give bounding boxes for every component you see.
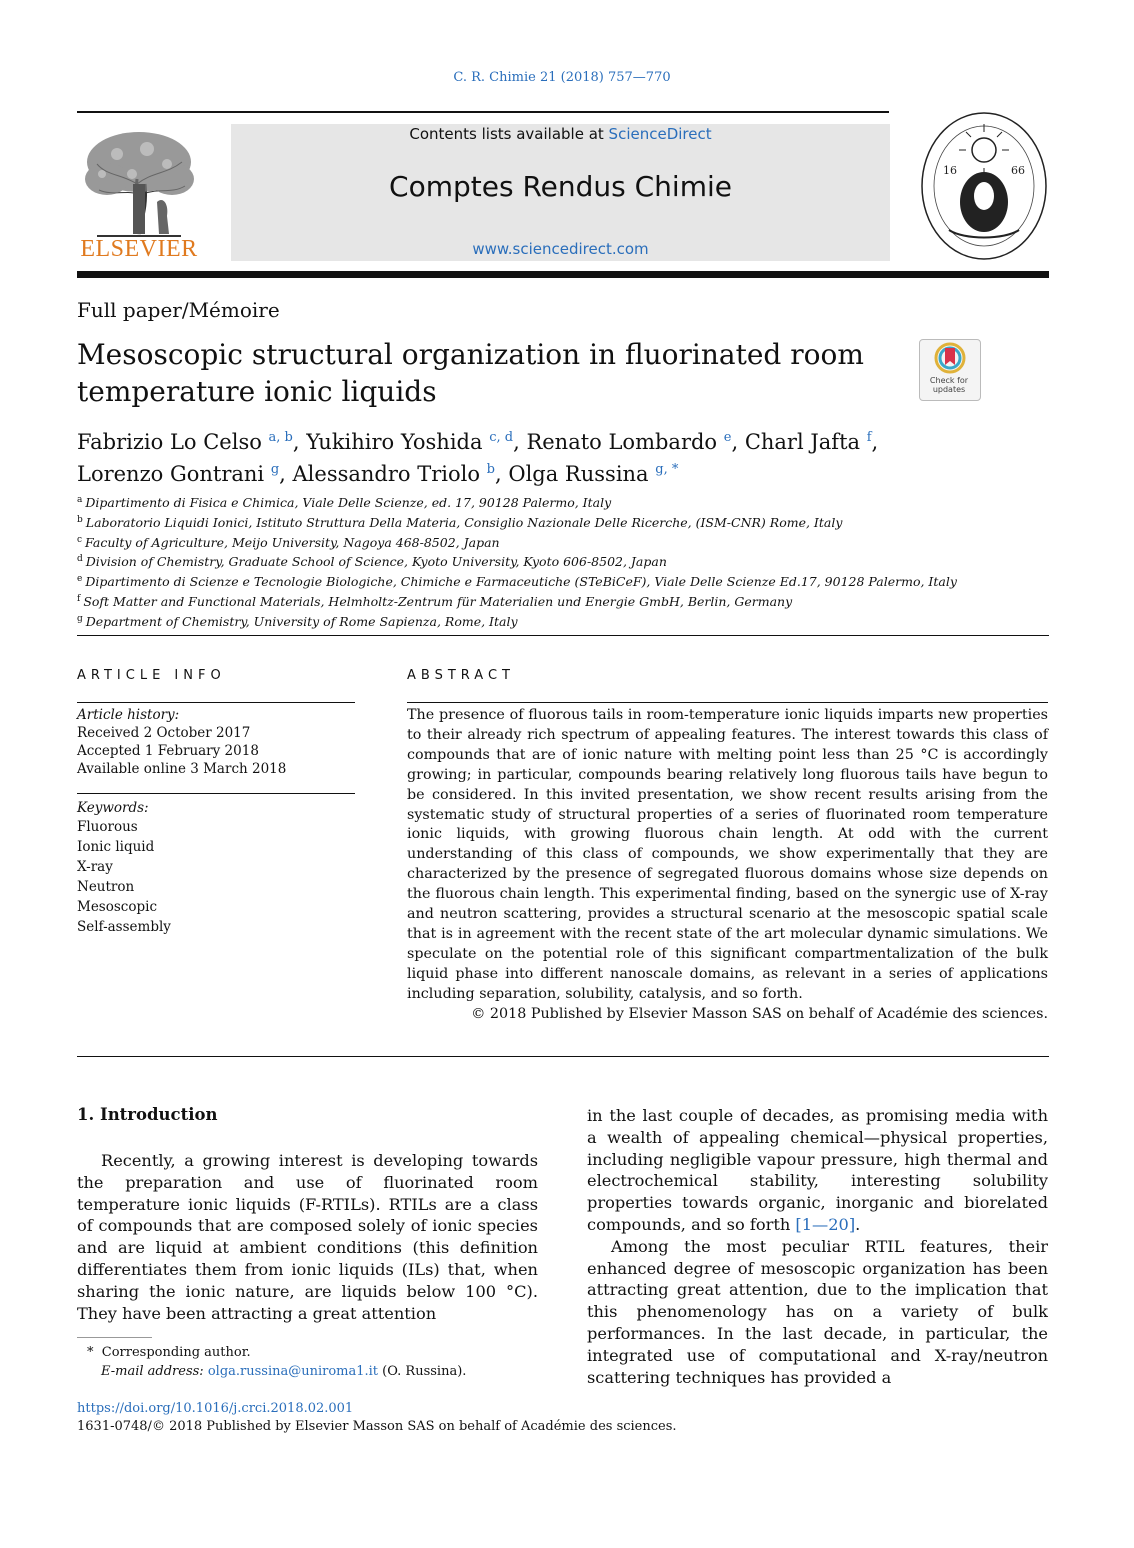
- author-affiliation-link[interactable]: c, d: [489, 430, 514, 445]
- corresponding-footnote: * Corresponding author. E-mail address: olga.russina@uniroma1.it (O. Russina).: [87, 1345, 467, 1379]
- author-affiliation-link[interactable]: f: [866, 430, 872, 445]
- author-separator: ,: [292, 430, 307, 454]
- header-rule: [77, 111, 889, 113]
- intro-paragraph-1-continued: in the last couple of decades, as promising media with a wealth of appealing chemical—physical properties, including negligible vapour pressure, high thermal and electrochemical stability, interesting solubility properties towards organic, inorganic and biorelated compounds, and so forth [1—20].: [587, 1106, 1048, 1234]
- author-affiliation-link[interactable]: e: [723, 430, 732, 445]
- author-separator: ,: [871, 430, 879, 454]
- svg-text:66: 66: [1011, 164, 1025, 177]
- keyword-item: Neutron: [77, 879, 135, 895]
- affiliation-item: $^a$ Dipartimento di Fisica e Chimica, Viale Delle Scienze, ed. 17, 90128 Palermo, Italy: [77, 495, 612, 510]
- article-info-rule: [77, 702, 355, 703]
- keyword-item: Ionic liquid: [77, 839, 155, 855]
- author-name: Lorenzo Gontrani: [77, 462, 271, 486]
- affiliation-item: $^g$ Department of Chemistry, University of Rome Sapienza, Rome, Italy: [77, 613, 518, 629]
- abstract-rule: [407, 702, 1048, 703]
- contents-line: Contents lists available at ScienceDirect: [409, 125, 712, 143]
- svg-text:16: 16: [943, 164, 957, 177]
- email-link[interactable]: olga.russina@uniroma1.it: [207, 1364, 379, 1379]
- sciencedirect-link[interactable]: ScienceDirect: [608, 125, 712, 143]
- author-list: [77, 424, 1057, 488]
- reference-link[interactable]: [1—20]: [795, 1214, 856, 1234]
- journal-url-link[interactable]: www.sciencedirect.com: [472, 240, 649, 258]
- journal-citation[interactable]: C. R. Chimie 21 (2018) 757—770: [453, 70, 671, 85]
- received-date: Received 2 October 2017: [77, 725, 251, 741]
- keyword-list: [77, 817, 355, 937]
- author-name: Charl Jafta: [744, 430, 867, 454]
- article-info-heading: ARTICLE INFO: [77, 668, 226, 683]
- intro-paragraph-2: Among the most peculiar RTIL features, their enhanced degree of mesoscopic organization has been attracting great attention, due to the implication that this phenomenology has on a variety of bulk performances. In the last decade, in particular, the integrated use of computational and X-ray/neutron scattering techniques has provided a: [587, 1236, 1048, 1387]
- header-thick-rule: [77, 271, 1049, 278]
- author-affiliation-link[interactable]: g, *: [655, 462, 679, 477]
- author-affiliation-link[interactable]: b: [486, 462, 495, 477]
- intro-paragraph-1: Recently, a growing interest is developing towards the preparation and use of fluorinated room temperature ionic liquids (F-RTILs). RTILs are a class of compounds that are composed solely of ionic species and are liquid at ambient conditions (this definition differentiates them from ionic liquids (ILs) that, when sharing the ionic nature, are liquids below 100 °C). They have been attracting a great attention: [77, 1151, 538, 1323]
- academie-seal-logo: [919, 110, 1049, 262]
- affiliation-item: $^b$ Laboratorio Liquidi Ionici, Istituto Struttura Della Materia, Consiglio Nazionale Delle Ricerche, (ISM-CNR) Rome, Italy: [77, 514, 843, 530]
- keywords-rule: [77, 793, 355, 794]
- author-name: Alessandro Triolo: [292, 462, 487, 486]
- abstract-copyright: © 2018 Published by Elsevier Masson SAS on behalf of Académie des sciences.: [471, 1006, 1048, 1022]
- journal-title: Comptes Rendus Chimie: [389, 170, 732, 203]
- affiliation-rule: [77, 635, 1049, 636]
- keyword-item: Mesoscopic: [77, 899, 158, 915]
- affiliation-item: $^e$ Dipartimento di Scienze e Tecnologie Biologiche, Chimiche e Farmaceutiche (STeBiCeF), Viale Delle Scienze Ed.17, 90128 Palermo, Italy: [77, 574, 957, 590]
- introduction-heading: 1. Introduction: [77, 1105, 218, 1124]
- author-separator: ,: [495, 462, 509, 486]
- affiliation-item: $^c$ Faculty of Agriculture, Meijo University, Nagoya 468-8502, Japan: [77, 534, 500, 550]
- affiliation-list: [77, 492, 1057, 631]
- author-name: Renato Lombardo: [526, 430, 724, 454]
- footnote-rule: [77, 1337, 152, 1338]
- article-history: Article history: Received 2 October 2017 Accepted 1 February 2018 Available online 3 March 2018: [77, 706, 355, 778]
- bookmark-icon: [920, 340, 980, 378]
- author-separator: ,: [513, 430, 527, 454]
- doi-link[interactable]: https://doi.org/10.1016/j.crci.2018.02.001: [77, 1401, 354, 1416]
- check-for-updates-label: Check for updates: [929, 376, 969, 394]
- keyword-item: Fluorous: [77, 819, 138, 835]
- author-name: Yukihiro Yoshida: [306, 430, 490, 454]
- accepted-date: Accepted 1 February 2018: [77, 743, 259, 759]
- author-affiliation-link[interactable]: g: [270, 462, 280, 477]
- elsevier-wordmark: ELSEVIER: [80, 236, 198, 262]
- author-line-1: [77, 424, 1057, 456]
- article-title: Mesoscopic structural organization in fluorinated room temperature ionic liquids: [77, 338, 864, 408]
- author-separator: ,: [279, 462, 293, 486]
- article-section-type: Full paper/Mémoire: [77, 298, 280, 322]
- abstract-heading: ABSTRACT: [407, 668, 515, 683]
- online-date: Available online 3 March 2018: [77, 761, 287, 777]
- author-name: Olga Russina: [508, 462, 656, 486]
- affiliation-item: $^d$ Division of Chemistry, Graduate School of Science, Kyoto University, Kyoto 606-8502, Japan: [77, 554, 667, 570]
- abstract-text: The presence of fluorous tails in room-temperature ionic liquids imparts new properties to their already rich spectrum of appealing features. The interest towards this class of compounds that are of ionic nature with melting point less than 25 °C is accordingly growing; in particular, compounds bearing relatively long fluorous tails have begun to be considered. In this invited presentation, we show recent results arising from the systematic study of structural properties of a series of fluorinated room temperature ionic liquids, with growing fluorous chain length. At odd with the current understanding of this class of compounds, we show experimentally that they are characterized by the presence of segregated fluorous domains whose size depends on the fluorous chain length. This experimental finding, based on the synergic use of X-ray and neutron scattering, provides a structural scenario at the mesoscopic spatial scale that is in agreement with the recent state of the art molecular dynamic simulations. We speculate on the potential role of this significant compartmentalization of the bulk liquid phase into different nanoscale domains, as relevant in a series of applications including separation, solubility, catalysis, and so forth.: [407, 707, 1048, 1002]
- author-line-2: [77, 456, 1057, 488]
- body-column-right: [587, 1105, 1048, 1388]
- author-name: Fabrizio Lo Celso: [77, 430, 269, 454]
- keywords-block: Keywords: Fluorous Ionic liquid X-ray Neutron Mesoscopic Self-assembly: [77, 799, 355, 937]
- keyword-item: X-ray: [77, 859, 113, 875]
- issn-copyright: 1631-0748/© 2018 Published by Elsevier Masson SAS on behalf of Académie des sciences.: [77, 1419, 677, 1434]
- author-separator: ,: [731, 430, 745, 454]
- body-column-left: [77, 1150, 538, 1324]
- author-affiliation-link[interactable]: a, b: [268, 430, 293, 445]
- keyword-item: Self-assembly: [77, 919, 171, 935]
- abstract-end-rule: [77, 1056, 1049, 1057]
- affiliation-item: $^f$ Soft Matter and Functional Materials, Helmholtz-Zentrum für Materialien und Energie GmbH, Berlin, Germany: [77, 593, 793, 609]
